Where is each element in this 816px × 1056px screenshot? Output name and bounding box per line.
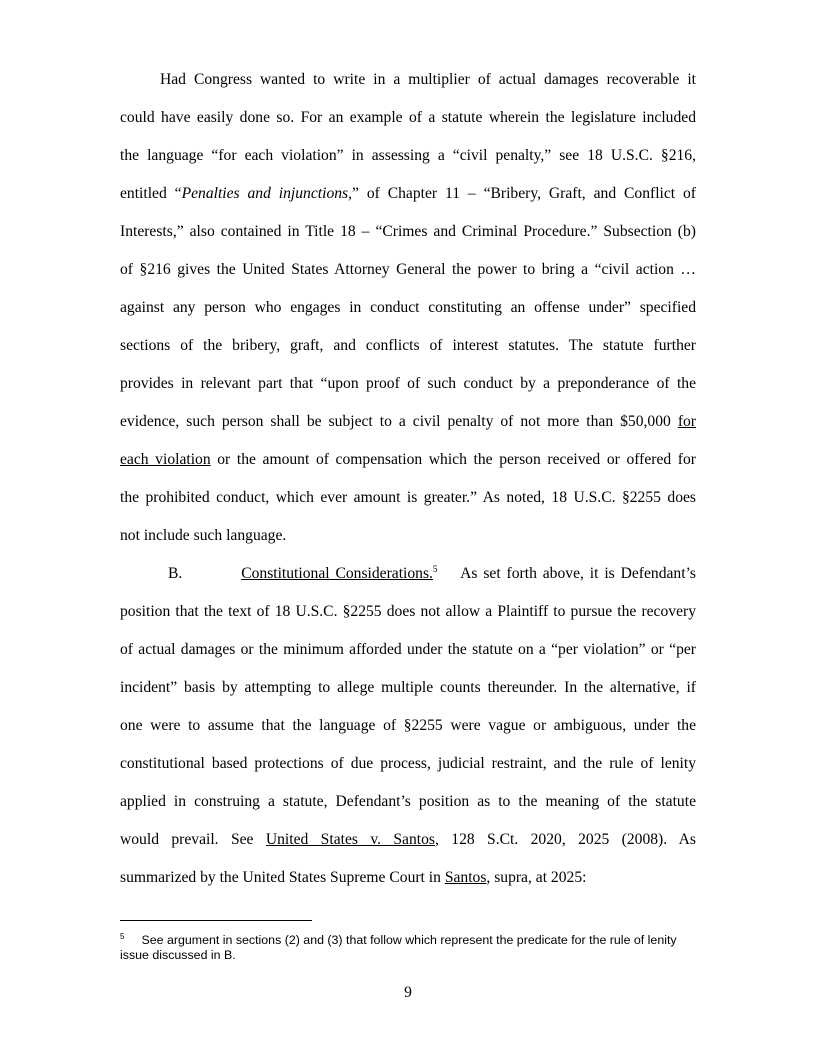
- footnote-text: See argument in sections (2) and (3) that follow which represent the predicate for the rule of lenity issue discussed in B.: [120, 933, 677, 962]
- underlined-text: for: [677, 413, 696, 430]
- text-segment: one were to assume that the language of §2255 were vague or ambiguous, under the: [120, 717, 696, 734]
- text-line: [120, 374, 696, 394]
- text-segment: As set forth above, it is Defendant’s: [437, 565, 696, 582]
- text-segment: provides in relevant part that “upon proof of such conduct by a preponderance of the: [120, 375, 696, 392]
- text-segment: against any person who engages in conduct constituting an offense under” specified: [120, 299, 696, 316]
- text-segment: incident” basis by attempting to allege multiple counts thereunder. In the alternative, if: [120, 679, 696, 696]
- text-segment: could have easily done so. For an example of a statute wherein the legislature included: [120, 109, 696, 126]
- underlined-text: each violation: [120, 451, 211, 468]
- text-line: [120, 678, 696, 698]
- text-line: [120, 146, 696, 166]
- text-line: [120, 868, 696, 888]
- text-segment: constitutional based protections of due process, judicial restraint, and the rule of lenity: [120, 755, 696, 772]
- text-segment: summarized by the United States Supreme Court in: [120, 869, 445, 886]
- text-segment: sections of the bribery, graft, and conflicts of interest statutes. The statute further: [120, 337, 696, 354]
- text-line: [120, 108, 696, 128]
- text-segment: of actual damages or the minimum afforded under the statute on a “per violation” or “per: [120, 641, 696, 658]
- text-segment: Penalties and injunctions,: [181, 185, 353, 202]
- text-line: [120, 260, 696, 280]
- text-segment: position that the text of 18 U.S.C. §2255 does not allow a Plaintiff to pursue the recovery: [120, 603, 696, 620]
- text-line: [120, 450, 696, 470]
- text-line: [120, 412, 696, 432]
- underlined-text: Santos: [444, 869, 487, 886]
- text-segment: Had Congress wanted to write in a multiplier of actual damages recoverable it: [160, 71, 696, 88]
- text-line: [120, 336, 696, 356]
- text-segment: , 128 S.Ct. 2020, 2025 (2008). As: [434, 831, 697, 848]
- text-segment: Interests,” also contained in Title 18 – “Crimes and Criminal Procedure.” Subsection (b): [120, 223, 696, 240]
- text-line: [120, 640, 696, 660]
- text-line: [120, 488, 696, 508]
- text-segment: would prevail. See: [120, 831, 266, 848]
- text-segment: the language “for each violation” in assessing a “civil penalty,” see 18 U.S.C. §216,: [120, 147, 696, 164]
- text-line: [120, 792, 696, 812]
- text-line: [120, 184, 696, 204]
- text-line: [120, 526, 696, 546]
- text-line: [120, 602, 696, 622]
- text-line: [120, 830, 696, 850]
- footnote-ref: 5: [432, 564, 438, 574]
- text-segment: or the amount of compensation which the person received or offered for: [210, 451, 696, 468]
- text-segment: the prohibited conduct, which ever amount is greater.” As noted, 18 U.S.C. §2255 does: [120, 489, 696, 506]
- page-number: 9: [404, 984, 412, 1001]
- text-line: [168, 564, 696, 584]
- text-segment: ” of Chapter 11 – “Bribery, Graft, and Conflict of: [352, 185, 697, 202]
- text-segment: B.: [168, 565, 242, 582]
- text-segment: entitled “: [120, 185, 182, 202]
- text-segment: not include such language.: [120, 527, 287, 544]
- underlined-text: Constitutional Considerations.: [241, 565, 433, 582]
- text-line: [120, 222, 696, 242]
- text-line: [120, 716, 696, 736]
- footnote: [120, 929, 700, 963]
- underlined-text: United States v. Santos: [265, 831, 435, 848]
- footnote-divider: [120, 920, 312, 921]
- text-line: [160, 70, 696, 90]
- text-segment: applied in construing a statute, Defendant’s position as to the meaning of the statute: [120, 793, 696, 810]
- text-segment: , supra, at 2025:: [486, 869, 587, 886]
- text-line: [120, 754, 696, 774]
- text-line: [120, 298, 696, 318]
- text-segment: evidence, such person shall be subject to a civil penalty of not more than $50,000: [120, 413, 678, 430]
- text-segment: of §216 gives the United States Attorney General the power to bring a “civil action …: [120, 261, 696, 278]
- footnote-number: 5: [120, 932, 125, 941]
